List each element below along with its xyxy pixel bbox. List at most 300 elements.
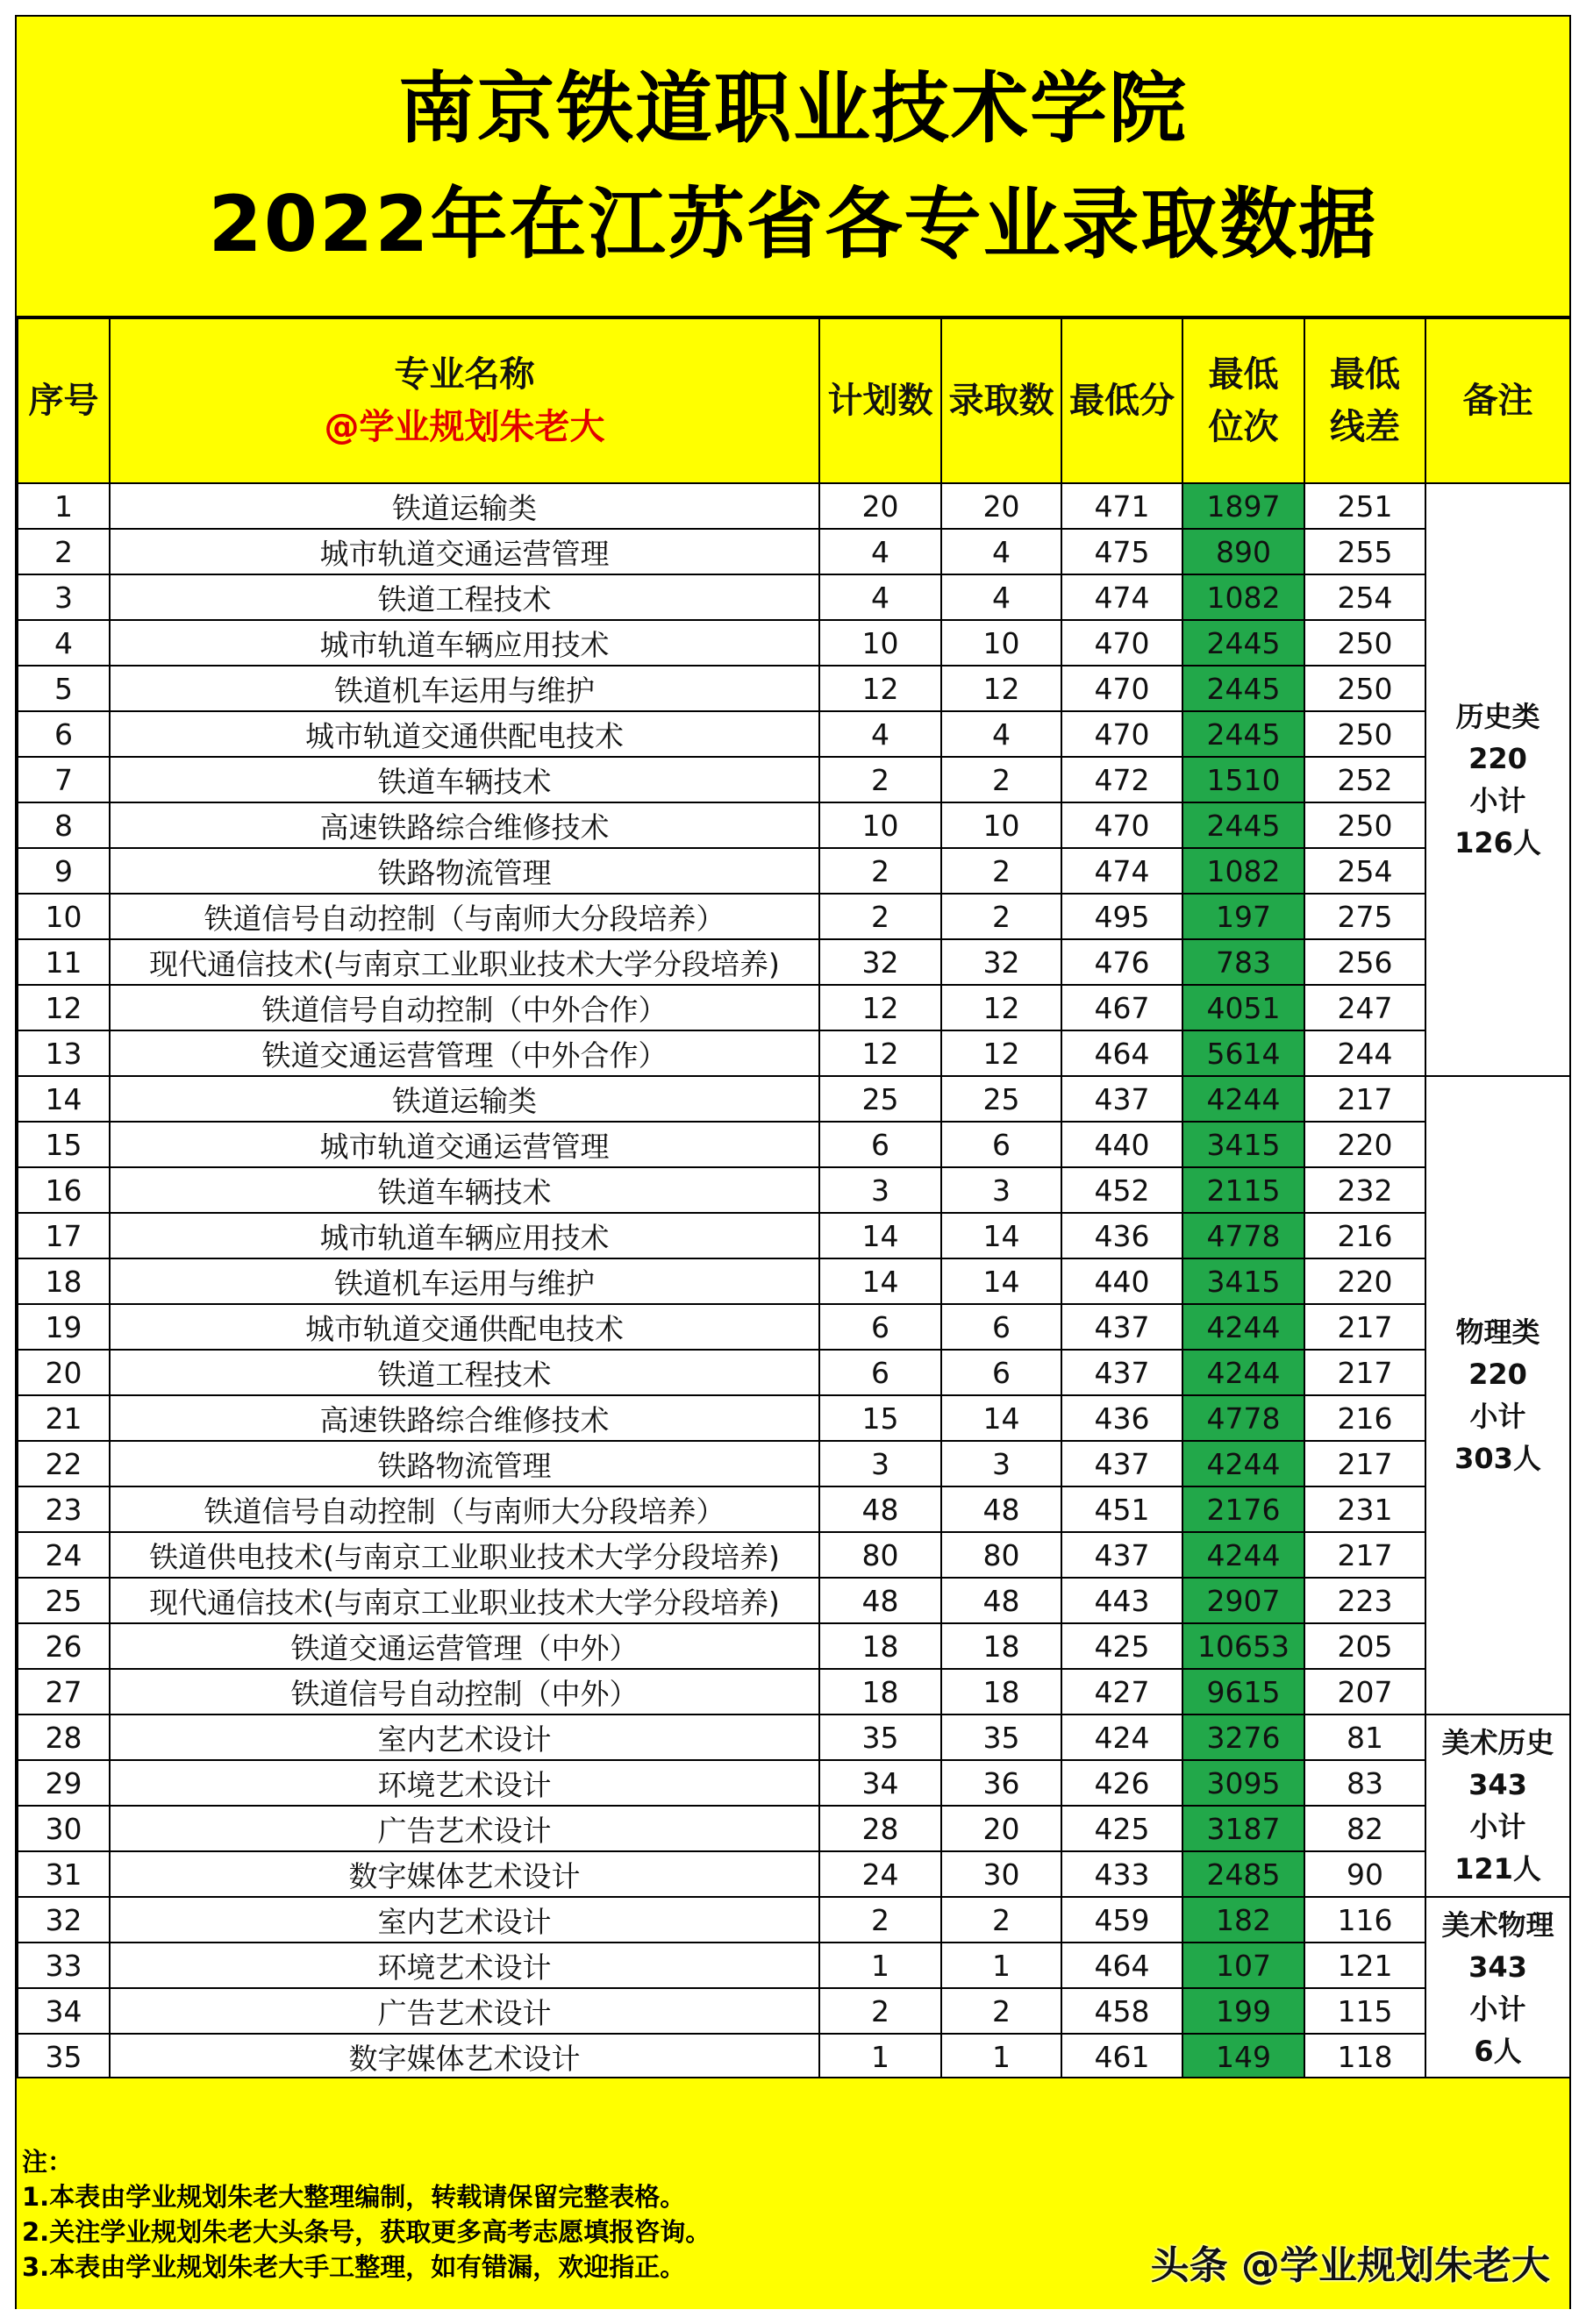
table-row	[18, 1532, 1570, 1578]
major-name: 铁道车辆技术	[110, 757, 819, 802]
major-name: 铁道工程技术	[110, 1350, 819, 1395]
min-score: 437	[1061, 1350, 1182, 1395]
plan-count: 80	[819, 1532, 941, 1578]
min-rank: 4244	[1182, 1350, 1304, 1395]
plan-count: 4	[819, 711, 941, 757]
min-score: 495	[1061, 894, 1182, 939]
group-note-line: 小计	[1469, 1993, 1526, 2026]
table-row	[18, 1851, 1570, 1897]
min-score: 461	[1061, 2034, 1182, 2079]
table-row	[18, 939, 1570, 985]
score-diff: 121	[1304, 1943, 1425, 1988]
score-diff: 216	[1304, 1213, 1425, 1258]
admit-count: 12	[941, 1030, 1061, 1076]
min-score: 467	[1061, 985, 1182, 1030]
header-major	[110, 318, 819, 483]
table-row	[18, 1122, 1570, 1167]
min-rank: 3187	[1182, 1806, 1304, 1851]
min-score: 425	[1061, 1806, 1182, 1851]
min-rank: 4778	[1182, 1395, 1304, 1441]
plan-count: 14	[819, 1258, 941, 1304]
score-diff: 81	[1304, 1714, 1425, 1760]
major-name: 铁道信号自动控制（中外）	[110, 1669, 819, 1714]
plan-count: 12	[819, 1030, 941, 1076]
score-diff: 217	[1304, 1076, 1425, 1122]
row-no: 6	[18, 711, 110, 757]
row-no: 13	[18, 1030, 110, 1076]
table-row	[18, 985, 1570, 1030]
group-note-line: 121人	[1454, 1852, 1541, 1886]
major-name: 城市轨道交通供配电技术	[110, 711, 819, 757]
major-name: 铁道运输类	[110, 1076, 819, 1122]
min-rank: 2445	[1182, 620, 1304, 666]
row-no: 8	[18, 802, 110, 848]
score-diff: 251	[1304, 483, 1425, 529]
admit-count: 6	[941, 1304, 1061, 1350]
score-diff: 82	[1304, 1806, 1425, 1851]
score-diff: 250	[1304, 802, 1425, 848]
note-heading: 注：	[22, 2147, 74, 2177]
plan-count: 6	[819, 1122, 941, 1167]
plan-count: 18	[819, 1669, 941, 1714]
row-no: 19	[18, 1304, 110, 1350]
group-note-line: 小计	[1469, 1400, 1526, 1433]
min-score: 440	[1061, 1122, 1182, 1167]
major-name: 广告艺术设计	[110, 1988, 819, 2034]
score-diff: 205	[1304, 1623, 1425, 1669]
row-no: 18	[18, 1258, 110, 1304]
score-diff: 256	[1304, 939, 1425, 985]
major-name: 广告艺术设计	[110, 1806, 819, 1851]
admit-count: 10	[941, 620, 1061, 666]
table-row	[18, 574, 1570, 620]
min-rank: 1082	[1182, 574, 1304, 620]
table-row	[18, 483, 1570, 529]
major-name: 铁道机车运用与维护	[110, 1258, 819, 1304]
admit-count: 4	[941, 574, 1061, 620]
header-min-rank	[1182, 318, 1304, 483]
major-name: 铁道机车运用与维护	[110, 666, 819, 711]
table-body	[18, 483, 1570, 2079]
row-no: 33	[18, 1943, 110, 1988]
min-rank: 783	[1182, 939, 1304, 985]
row-no: 17	[18, 1213, 110, 1258]
score-diff: 115	[1304, 1988, 1425, 2034]
header-major-sub: @学业规划朱老大	[324, 407, 605, 447]
min-score: 436	[1061, 1395, 1182, 1441]
min-rank: 1897	[1182, 483, 1304, 529]
admit-count: 2	[941, 1988, 1061, 2034]
min-score: 436	[1061, 1213, 1182, 1258]
major-name: 铁道供电技术(与南京工业职业技术大学分段培养)	[110, 1532, 819, 1578]
score-diff: 254	[1304, 848, 1425, 894]
admission-table-sheet	[15, 15, 1571, 2309]
table-row	[18, 757, 1570, 802]
group-note	[1425, 483, 1570, 1076]
plan-count: 2	[819, 848, 941, 894]
major-name: 铁道车辆技术	[110, 1167, 819, 1213]
major-name: 铁道信号自动控制（与南师大分段培养）	[110, 894, 819, 939]
group-note-line: 220	[1468, 1358, 1527, 1391]
min-rank: 3415	[1182, 1122, 1304, 1167]
min-rank: 1510	[1182, 757, 1304, 802]
admit-count: 2	[941, 1897, 1061, 1943]
score-diff: 250	[1304, 620, 1425, 666]
group-note	[1425, 1076, 1570, 1714]
admit-count: 12	[941, 985, 1061, 1030]
admit-count: 1	[941, 2034, 1061, 2079]
major-name: 铁路物流管理	[110, 1441, 819, 1486]
min-score: 443	[1061, 1578, 1182, 1623]
major-name: 城市轨道车辆应用技术	[110, 1213, 819, 1258]
min-score: 471	[1061, 483, 1182, 529]
admission-table	[17, 317, 1571, 2080]
score-diff: 207	[1304, 1669, 1425, 1714]
table-row	[18, 1943, 1570, 1988]
min-rank: 2445	[1182, 802, 1304, 848]
table-row	[18, 2034, 1570, 2079]
major-name: 数字媒体艺术设计	[110, 1851, 819, 1897]
table-row	[18, 620, 1570, 666]
row-no: 32	[18, 1897, 110, 1943]
table-row	[18, 1030, 1570, 1076]
table-row	[18, 1669, 1570, 1714]
row-no: 28	[18, 1714, 110, 1760]
min-score: 458	[1061, 1988, 1182, 2034]
score-diff: 232	[1304, 1167, 1425, 1213]
score-diff: 250	[1304, 666, 1425, 711]
min-score: 437	[1061, 1441, 1182, 1486]
row-no: 30	[18, 1806, 110, 1851]
min-score: 475	[1061, 529, 1182, 574]
admit-count: 6	[941, 1122, 1061, 1167]
major-name: 现代通信技术(与南京工业职业技术大学分段培养)	[110, 939, 819, 985]
score-diff: 220	[1304, 1122, 1425, 1167]
group-note-line: 历史类	[1455, 700, 1540, 733]
plan-count: 1	[819, 1943, 941, 1988]
min-score: 424	[1061, 1714, 1182, 1760]
min-rank: 2445	[1182, 666, 1304, 711]
major-name: 铁道交通运营管理（中外合作）	[110, 1030, 819, 1076]
note-item: 2.关注学业规划朱老大头条号，获取更多高考志愿填报咨询。	[22, 2217, 711, 2247]
plan-count: 6	[819, 1304, 941, 1350]
footer-notes-area	[17, 2077, 1569, 2309]
major-name: 城市轨道车辆应用技术	[110, 620, 819, 666]
plan-count: 4	[819, 574, 941, 620]
major-name: 室内艺术设计	[110, 1714, 819, 1760]
note-item: 3.本表由学业规划朱老大手工整理，如有错漏，欢迎指正。	[22, 2252, 686, 2282]
min-score: 452	[1061, 1167, 1182, 1213]
min-score: 476	[1061, 939, 1182, 985]
min-rank: 890	[1182, 529, 1304, 574]
score-diff: 83	[1304, 1760, 1425, 1806]
row-no: 34	[18, 1988, 110, 2034]
row-no: 20	[18, 1350, 110, 1395]
plan-count: 35	[819, 1714, 941, 1760]
plan-count: 3	[819, 1441, 941, 1486]
score-diff: 250	[1304, 711, 1425, 757]
row-no: 21	[18, 1395, 110, 1441]
row-no: 27	[18, 1669, 110, 1714]
admit-count: 30	[941, 1851, 1061, 1897]
admit-count: 4	[941, 711, 1061, 757]
min-score: 464	[1061, 1030, 1182, 1076]
min-rank: 2485	[1182, 1851, 1304, 1897]
min-rank: 4051	[1182, 985, 1304, 1030]
admit-count: 80	[941, 1532, 1061, 1578]
major-name: 铁道工程技术	[110, 574, 819, 620]
min-rank: 9615	[1182, 1669, 1304, 1714]
row-no: 5	[18, 666, 110, 711]
header-min-rank-l2: 位次	[1208, 407, 1279, 447]
plan-count: 1	[819, 2034, 941, 2079]
table-row	[18, 1760, 1570, 1806]
plan-count: 25	[819, 1076, 941, 1122]
row-no: 16	[18, 1167, 110, 1213]
admit-count: 10	[941, 802, 1061, 848]
group-note-line: 美术历史	[1441, 1726, 1554, 1759]
score-diff: 217	[1304, 1350, 1425, 1395]
row-no: 29	[18, 1760, 110, 1806]
header-no: 序号	[18, 318, 110, 483]
group-note	[1425, 1897, 1570, 2079]
row-no: 9	[18, 848, 110, 894]
row-no: 23	[18, 1486, 110, 1532]
major-name: 城市轨道交通运营管理	[110, 529, 819, 574]
plan-count: 4	[819, 529, 941, 574]
group-note-line: 6人	[1474, 2035, 1522, 2068]
major-name: 现代通信技术(与南京工业职业技术大学分段培养)	[110, 1578, 819, 1623]
plan-count: 15	[819, 1395, 941, 1441]
min-rank: 5614	[1182, 1030, 1304, 1076]
admit-count: 18	[941, 1669, 1061, 1714]
min-rank: 3095	[1182, 1760, 1304, 1806]
admit-count: 12	[941, 666, 1061, 711]
min-rank: 197	[1182, 894, 1304, 939]
score-diff: 220	[1304, 1258, 1425, 1304]
row-no: 24	[18, 1532, 110, 1578]
row-no: 14	[18, 1076, 110, 1122]
min-score: 440	[1061, 1258, 1182, 1304]
admit-count: 25	[941, 1076, 1061, 1122]
table-row	[18, 1988, 1570, 2034]
score-diff: 223	[1304, 1578, 1425, 1623]
major-name: 高速铁路综合维修技术	[110, 1395, 819, 1441]
plan-count: 2	[819, 757, 941, 802]
admit-count: 3	[941, 1441, 1061, 1486]
table-row	[18, 1714, 1570, 1760]
score-diff: 90	[1304, 1851, 1425, 1897]
admit-count: 14	[941, 1395, 1061, 1441]
table-row	[18, 1258, 1570, 1304]
row-no: 1	[18, 483, 110, 529]
plan-count: 12	[819, 666, 941, 711]
min-rank: 2176	[1182, 1486, 1304, 1532]
table-row	[18, 1213, 1570, 1258]
admit-count: 4	[941, 529, 1061, 574]
major-name: 铁道信号自动控制（与南师大分段培养）	[110, 1486, 819, 1532]
table-row	[18, 1441, 1570, 1486]
min-rank: 2907	[1182, 1578, 1304, 1623]
major-name: 室内艺术设计	[110, 1897, 819, 1943]
table-row	[18, 666, 1570, 711]
major-name: 铁路物流管理	[110, 848, 819, 894]
min-score: 451	[1061, 1486, 1182, 1532]
plan-count: 2	[819, 1897, 941, 1943]
admit-count: 20	[941, 1806, 1061, 1851]
min-score: 437	[1061, 1304, 1182, 1350]
header-row	[18, 318, 1570, 483]
group-note-line: 303人	[1454, 1442, 1541, 1475]
row-no: 7	[18, 757, 110, 802]
table-row	[18, 711, 1570, 757]
min-score: 425	[1061, 1623, 1182, 1669]
score-diff: 216	[1304, 1395, 1425, 1441]
major-name: 城市轨道交通运营管理	[110, 1122, 819, 1167]
min-score: 437	[1061, 1076, 1182, 1122]
table-row	[18, 1395, 1570, 1441]
plan-count: 2	[819, 1988, 941, 2034]
min-score: 474	[1061, 848, 1182, 894]
score-diff: 116	[1304, 1897, 1425, 1943]
score-diff: 217	[1304, 1441, 1425, 1486]
score-diff: 217	[1304, 1304, 1425, 1350]
min-score: 470	[1061, 666, 1182, 711]
admit-count: 2	[941, 848, 1061, 894]
admit-count: 14	[941, 1258, 1061, 1304]
header-diff	[1304, 318, 1425, 483]
min-score: 470	[1061, 711, 1182, 757]
table-row	[18, 802, 1570, 848]
header-min-score: 最低分	[1061, 318, 1182, 483]
admit-count: 20	[941, 483, 1061, 529]
min-rank: 1082	[1182, 848, 1304, 894]
group-note-line: 126人	[1454, 826, 1541, 859]
min-rank: 10653	[1182, 1623, 1304, 1669]
min-score: 426	[1061, 1760, 1182, 1806]
min-rank: 4244	[1182, 1532, 1304, 1578]
min-score: 459	[1061, 1897, 1182, 1943]
min-rank: 4244	[1182, 1441, 1304, 1486]
table-row	[18, 1076, 1570, 1122]
plan-count: 12	[819, 985, 941, 1030]
admit-count: 32	[941, 939, 1061, 985]
min-score: 470	[1061, 620, 1182, 666]
min-rank: 3276	[1182, 1714, 1304, 1760]
row-no: 22	[18, 1441, 110, 1486]
table-row	[18, 1486, 1570, 1532]
score-diff: 247	[1304, 985, 1425, 1030]
row-no: 15	[18, 1122, 110, 1167]
score-diff: 217	[1304, 1532, 1425, 1578]
group-note-line: 物理类	[1455, 1315, 1540, 1349]
row-no: 31	[18, 1851, 110, 1897]
score-diff: 231	[1304, 1486, 1425, 1532]
group-note-line: 343	[1468, 1950, 1527, 1984]
plan-count: 20	[819, 483, 941, 529]
admit-count: 18	[941, 1623, 1061, 1669]
admit-count: 1	[941, 1943, 1061, 1988]
row-no: 26	[18, 1623, 110, 1669]
header-major-label: 专业名称	[394, 354, 535, 395]
score-diff: 252	[1304, 757, 1425, 802]
table-row	[18, 1578, 1570, 1623]
major-name: 铁道交通运营管理（中外）	[110, 1623, 819, 1669]
note-item: 1.本表由学业规划朱老大整理编制，转载请保留完整表格。	[22, 2182, 686, 2212]
min-rank: 199	[1182, 1988, 1304, 2034]
min-score: 464	[1061, 1943, 1182, 1988]
plan-count: 10	[819, 620, 941, 666]
header-plan: 计划数	[819, 318, 941, 483]
major-name: 环境艺术设计	[110, 1943, 819, 1988]
table-row	[18, 1623, 1570, 1669]
plan-count: 48	[819, 1578, 941, 1623]
title-line-1: 南京铁道职业技术学院	[397, 62, 1188, 153]
table-row	[18, 1350, 1570, 1395]
min-score: 433	[1061, 1851, 1182, 1897]
title-banner	[17, 17, 1569, 317]
row-no: 25	[18, 1578, 110, 1623]
row-no: 12	[18, 985, 110, 1030]
admit-count: 36	[941, 1760, 1061, 1806]
table-row	[18, 1897, 1570, 1943]
min-rank: 2445	[1182, 711, 1304, 757]
major-name: 高速铁路综合维修技术	[110, 802, 819, 848]
plan-count: 32	[819, 939, 941, 985]
plan-count: 10	[819, 802, 941, 848]
min-score: 470	[1061, 802, 1182, 848]
plan-count: 18	[819, 1623, 941, 1669]
score-diff: 275	[1304, 894, 1425, 939]
group-note-line: 小计	[1469, 784, 1526, 817]
row-no: 10	[18, 894, 110, 939]
row-no: 2	[18, 529, 110, 574]
admit-count: 48	[941, 1486, 1061, 1532]
header-admit: 录取数	[941, 318, 1061, 483]
plan-count: 48	[819, 1486, 941, 1532]
table-row	[18, 1304, 1570, 1350]
notes	[22, 2144, 711, 2285]
min-rank: 107	[1182, 1943, 1304, 1988]
min-score: 427	[1061, 1669, 1182, 1714]
table-row	[18, 894, 1570, 939]
group-note-line: 小计	[1469, 1810, 1526, 1843]
score-diff: 254	[1304, 574, 1425, 620]
plan-count: 3	[819, 1167, 941, 1213]
major-name: 数字媒体艺术设计	[110, 2034, 819, 2079]
row-no: 35	[18, 2034, 110, 2079]
group-note-line: 美术物理	[1441, 1908, 1554, 1942]
admit-count: 6	[941, 1350, 1061, 1395]
min-score: 472	[1061, 757, 1182, 802]
min-rank: 182	[1182, 1897, 1304, 1943]
row-no: 3	[18, 574, 110, 620]
admit-count: 3	[941, 1167, 1061, 1213]
plan-count: 2	[819, 894, 941, 939]
admit-count: 48	[941, 1578, 1061, 1623]
min-rank: 4244	[1182, 1304, 1304, 1350]
admit-count: 14	[941, 1213, 1061, 1258]
title-line-2: 2022年在江苏省各专业录取数据	[208, 178, 1378, 269]
header-note: 备注	[1425, 318, 1570, 483]
table-row	[18, 529, 1570, 574]
plan-count: 6	[819, 1350, 941, 1395]
admit-count: 35	[941, 1714, 1061, 1760]
major-name: 城市轨道交通供配电技术	[110, 1304, 819, 1350]
header-min-rank-l1: 最低	[1208, 354, 1279, 395]
admit-count: 2	[941, 757, 1061, 802]
credit-watermark: 头条 @学业规划朱老大	[1150, 2243, 1550, 2288]
